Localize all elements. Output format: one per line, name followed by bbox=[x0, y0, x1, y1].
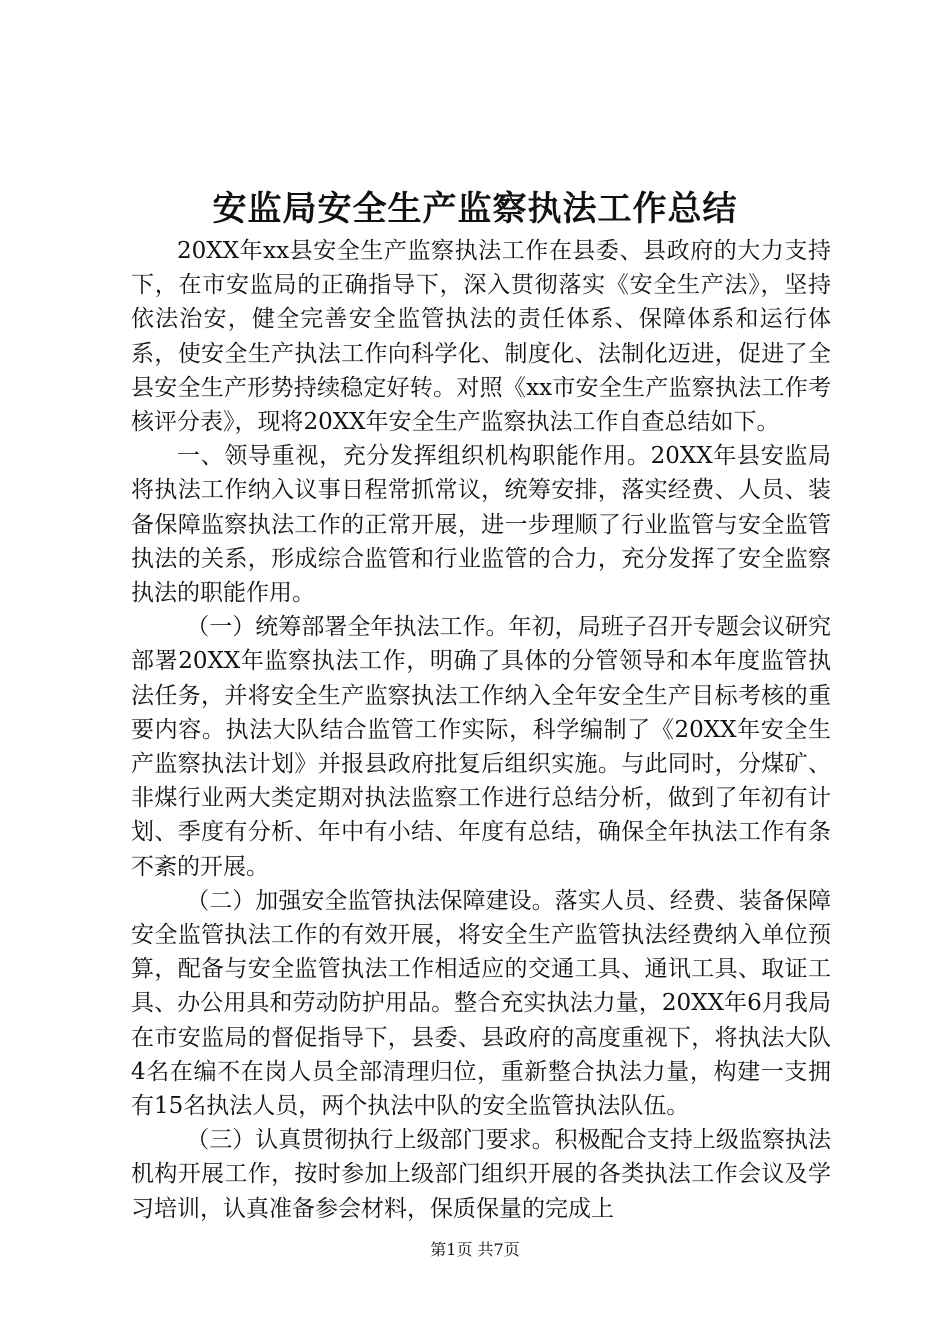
page-number-footer: 第1页 共7页 bbox=[430, 1240, 520, 1259]
paragraph-subsection-1: （一）统筹部署全年执法工作。年初，局班子召开专题会议研究部署20XX年监察执法工作，明确了具体的分管领导和本年度监管执法任务，并将安全生产监察执法工作纳入全年安全生产目标考核的重要内容。执法大队结合监管工作实际，科学编制了《20XX年安全生产监察执法计划》并报县政府批复后组织实施。与此同时，分煤矿、非煤行业两大类定期对执法监察工作进行总结分析，做到了年初有计划、季度有分析、年中有小结、年度有总结，确保全年执法工作有条不紊的开展。 bbox=[131, 614, 831, 880]
document-body bbox=[131, 234, 831, 1226]
paragraph-intro: 20XX年xx县安全生产监察执法工作在县委、县政府的大力支持下，在市安监局的正确指导下，深入贯彻落实《安全生产法》，坚持依法治安，健全完善安全监管执法的责任体系、保障体系和运行体系，使安全生产执法工作向科学化、制度化、法制化迈进，促进了全县安全生产形势持续稳定好转。对照《xx市安全生产监察执法工作考核评分表》，现将20XX年安全生产监察执法工作自查总结如下。 bbox=[131, 238, 831, 436]
document-title: 安监局安全生产监察执法工作总结 bbox=[212, 189, 738, 229]
paragraph-subsection-3: （三）认真贯彻执行上级部门要求。积极配合支持上级监察执法机构开展工作，按时参加上级部门组织开展的各类执法工作会议及学习培训，认真准备参会材料，保质保量的完成上 bbox=[131, 1127, 831, 1222]
paragraph-subsection-2: （二）加强安全监管执法保障建设。落实人员、经费、装备保障安全监管执法工作的有效开展，将安全生产监管执法经费纳入单位预算，配备与安全监管执法工作相适应的交通工具、通讯工具、取证工具、办公用具和劳动防护用品。整合充实执法力量，20XX年6月我局在市安监局的督促指导下，县委、县政府的高度重视下，将执法大队4名在编不在岗人员全部清理归位，重新整合执法力量，构建一支拥有15名执法人员，两个执法中队的安全监管执法队伍。 bbox=[131, 887, 831, 1120]
paragraph-section-1: 一、领导重视，充分发挥组织机构职能作用。20XX年县安监局将执法工作纳入议事日程常抓常议，统筹安排，落实经费、人员、装备保障监察执法工作的正常开展，进一步理顺了行业监管与安全监管执法的关系，形成综合监管和行业监管的合力，充分发挥了安全监察执法的职能作用。 bbox=[131, 443, 831, 607]
